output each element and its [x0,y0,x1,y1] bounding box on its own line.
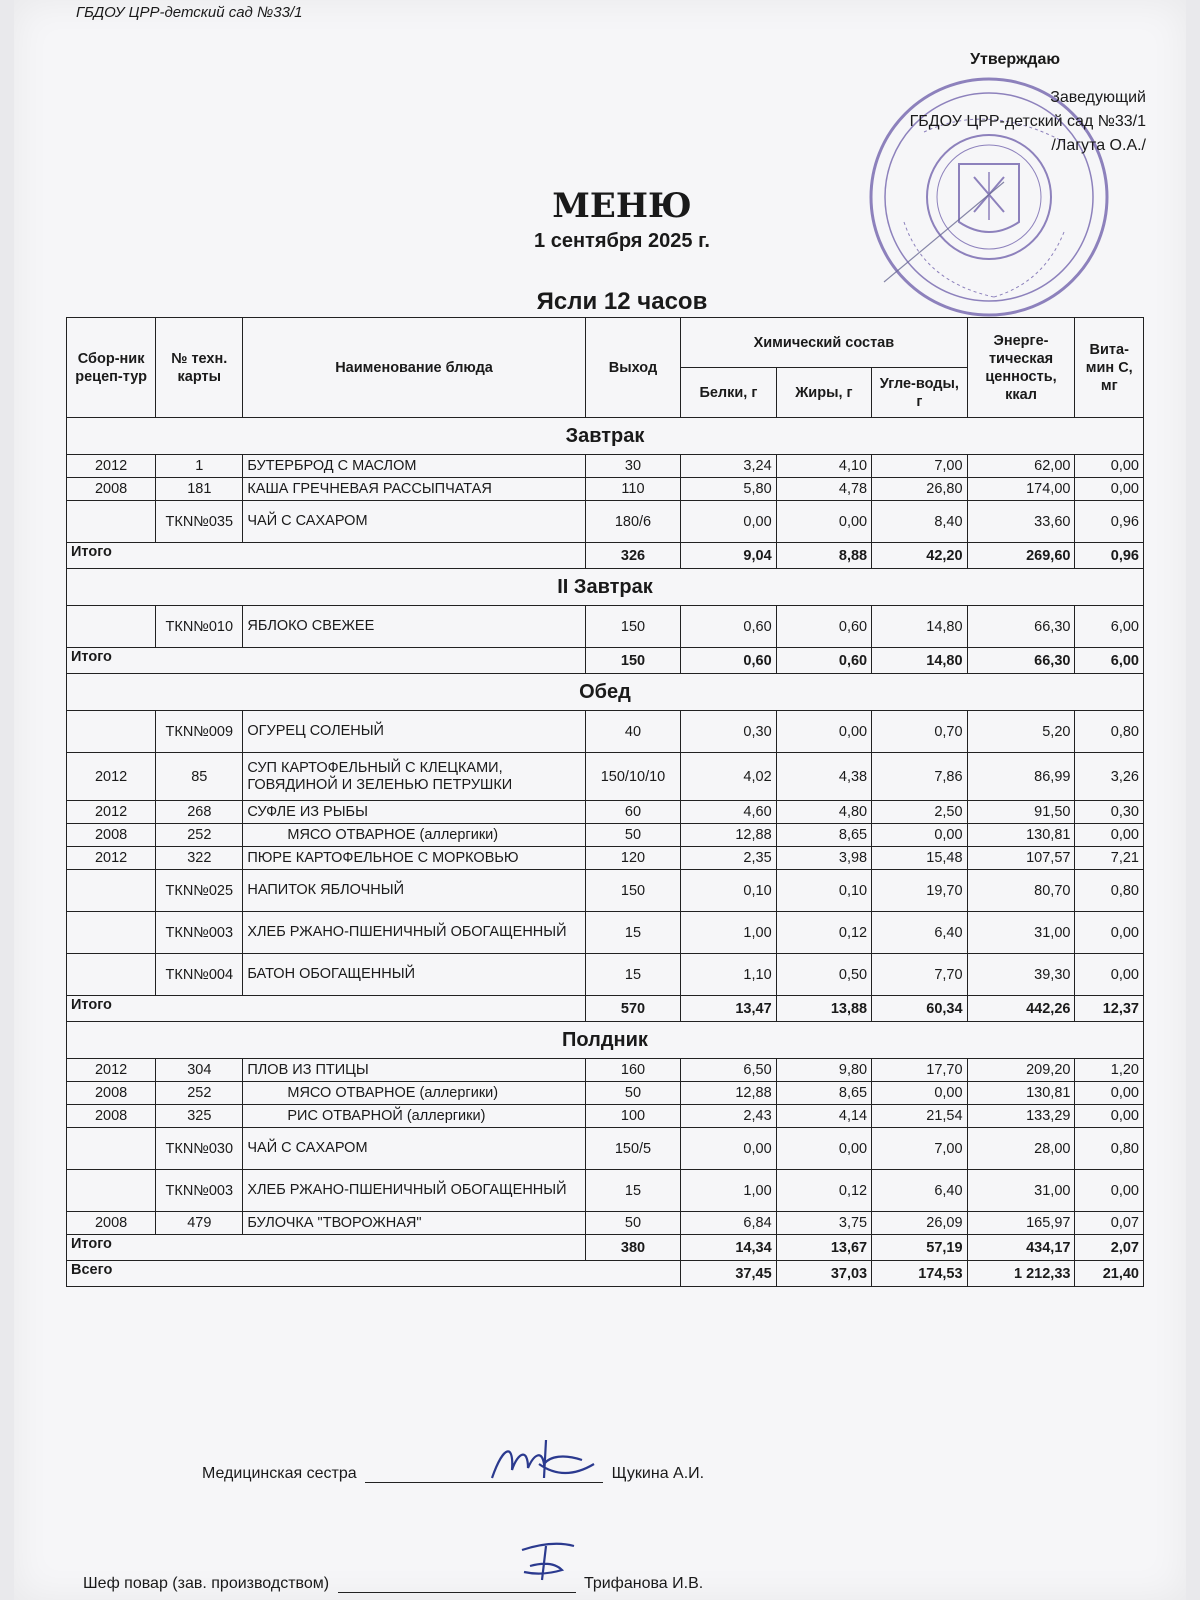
total-carbs: 57,19 [872,1235,967,1261]
grand-total-protein: 37,45 [681,1261,776,1287]
cell-sbornik: 2008 [67,1105,156,1128]
cell-sbornik [67,1128,156,1170]
cell-yield: 150 [585,870,680,912]
cell-yield: 150/10/10 [585,753,680,801]
cell-name: МЯСО ОТВАРНОЕ (аллергики) [243,824,585,847]
total-yield: 150 [585,648,680,674]
cell-carbs: 8,40 [872,501,967,543]
total-energy: 442,26 [967,996,1075,1022]
cell-tech: 252 [156,1082,243,1105]
table-row [67,1170,1144,1212]
cell-energy: 130,81 [967,1082,1075,1105]
cell-fat: 3,98 [776,847,871,870]
cell-tech: 268 [156,801,243,824]
cell-protein: 4,02 [681,753,776,801]
table-row [67,606,1144,648]
col-vitamin: Вита-мин С, мг [1075,318,1144,418]
section-header [67,674,1144,711]
cell-energy: 91,50 [967,801,1075,824]
cell-vitamin: 0,00 [1075,1105,1144,1128]
table-row [67,501,1144,543]
cell-protein: 0,00 [681,1128,776,1170]
cell-vitamin: 3,26 [1075,753,1144,801]
page-title: МЕНЮ [552,186,692,226]
cell-name: БАТОН ОБОГАЩЕННЫЙ [243,954,585,996]
section-title: Обед [67,674,1144,711]
signature-nurse [202,1464,704,1483]
section-header [67,418,1144,455]
cell-protein: 6,50 [681,1059,776,1082]
cell-tech: 1 [156,455,243,478]
cell-sbornik: 2008 [67,1082,156,1105]
cell-yield: 40 [585,711,680,753]
menu-body [67,418,1144,1287]
cell-energy: 209,20 [967,1059,1075,1082]
total-carbs: 60,34 [872,996,967,1022]
cell-vitamin: 0,00 [1075,912,1144,954]
total-row [67,996,1144,1022]
section-title: Полдник [67,1022,1144,1059]
cell-name: НАПИТОК ЯБЛОЧНЫЙ [243,870,585,912]
cell-vitamin: 0,00 [1075,824,1144,847]
table-row [67,1059,1144,1082]
cell-yield: 160 [585,1059,680,1082]
cell-energy: 39,30 [967,954,1075,996]
cell-fat: 0,00 [776,1128,871,1170]
cell-tech: 304 [156,1059,243,1082]
cell-name: МЯСО ОТВАРНОЕ (аллергики) [243,1082,585,1105]
cell-carbs: 21,54 [872,1105,967,1128]
cell-carbs: 7,00 [872,1128,967,1170]
cell-yield: 60 [585,801,680,824]
total-fat: 0,60 [776,648,871,674]
col-yield: Выход [585,318,680,418]
cell-sbornik [67,1170,156,1212]
table-row [67,711,1144,753]
cell-tech: 252 [156,824,243,847]
cell-sbornik: 2012 [67,847,156,870]
table-row [67,1082,1144,1105]
cell-energy: 133,29 [967,1105,1075,1128]
cell-vitamin: 0,80 [1075,711,1144,753]
cell-yield: 120 [585,847,680,870]
grand-total-carbs: 174,53 [872,1261,967,1287]
grand-total-label: Всего [67,1261,681,1287]
cell-vitamin: 0,00 [1075,1170,1144,1212]
cell-fat: 0,60 [776,606,871,648]
cell-tech: 181 [156,478,243,501]
cell-name: СУП КАРТОФЕЛЬНЫЙ С КЛЕЦКАМИ, ГОВЯДИНОЙ И ЗЕЛЕНЬЮ ПЕТРУШКИ [243,753,585,801]
cell-vitamin: 0,96 [1075,501,1144,543]
cell-yield: 50 [585,824,680,847]
total-yield: 570 [585,996,680,1022]
cell-sbornik [67,501,156,543]
cell-vitamin: 0,07 [1075,1212,1144,1235]
col-energy: Энерге-тическая ценность, ккал [967,318,1075,418]
cell-carbs: 26,80 [872,478,967,501]
cell-carbs: 6,40 [872,1170,967,1212]
cell-fat: 4,80 [776,801,871,824]
total-fat: 13,67 [776,1235,871,1261]
table-row [67,870,1144,912]
total-protein: 0,60 [681,648,776,674]
cell-sbornik: 2012 [67,753,156,801]
cell-carbs: 26,09 [872,1212,967,1235]
total-row [67,648,1144,674]
cell-fat: 0,00 [776,711,871,753]
table-row [67,1212,1144,1235]
menu-group: Ясли 12 часов [536,288,708,315]
approve-org: ГБДОУ ЦРР-детский сад №33/1 [909,113,1146,130]
total-row [67,543,1144,569]
section-title: Завтрак [67,418,1144,455]
cell-carbs: 19,70 [872,870,967,912]
total-vitamin: 2,07 [1075,1235,1144,1261]
cell-yield: 180/6 [585,501,680,543]
cell-tech: ТКN№025 [156,870,243,912]
cell-carbs: 7,70 [872,954,967,996]
approve-position: Заведующий [1050,89,1146,106]
cell-tech: ТКN№035 [156,501,243,543]
cell-fat: 0,00 [776,501,871,543]
col-sbornik: Сбор-ник рецеп-тур [67,318,156,418]
cell-yield: 15 [585,954,680,996]
cell-fat: 4,38 [776,753,871,801]
cell-protein: 2,35 [681,847,776,870]
cell-vitamin: 0,00 [1075,478,1144,501]
cell-fat: 0,50 [776,954,871,996]
approval-block [726,48,1146,158]
cell-vitamin: 7,21 [1075,847,1144,870]
cell-name: СУФЛЕ ИЗ РЫБЫ [243,801,585,824]
total-carbs: 42,20 [872,543,967,569]
cell-yield: 110 [585,478,680,501]
table-row [67,478,1144,501]
col-chem: Химический состав [681,318,967,368]
cell-carbs: 15,48 [872,847,967,870]
cell-energy: 165,97 [967,1212,1075,1235]
cell-protein: 1,10 [681,954,776,996]
signature-name: Трифанова И.В. [583,1575,704,1592]
total-fat: 13,88 [776,996,871,1022]
cell-sbornik [67,711,156,753]
cell-energy: 31,00 [967,1170,1075,1212]
cell-name: ОГУРЕЦ СОЛЕНЫЙ [243,711,585,753]
approve-name: /Лагута О.А./ [1051,137,1146,154]
cell-sbornik: 2012 [67,801,156,824]
col-fat: Жиры, г [776,368,871,418]
cell-tech: 325 [156,1105,243,1128]
signature-role: Шеф повар (зав. производством) [83,1575,330,1592]
section-header [67,1022,1144,1059]
signature-role: Медицинская сестра [202,1465,357,1482]
total-label: Итого [67,648,586,674]
cell-yield: 30 [585,455,680,478]
cell-fat: 0,10 [776,870,871,912]
cell-protein: 2,43 [681,1105,776,1128]
cell-carbs: 0,00 [872,1082,967,1105]
cell-sbornik: 2012 [67,1059,156,1082]
total-vitamin: 12,37 [1075,996,1144,1022]
col-tech: № техн. карты [156,318,243,418]
total-vitamin: 6,00 [1075,648,1144,674]
cell-sbornik: 2012 [67,455,156,478]
cell-sbornik [67,912,156,954]
table-row [67,912,1144,954]
cell-yield: 150 [585,606,680,648]
total-carbs: 14,80 [872,648,967,674]
col-name: Наименование блюда [243,318,585,418]
cell-protein: 1,00 [681,912,776,954]
cell-protein: 0,30 [681,711,776,753]
cell-name: РИС ОТВАРНОЙ (аллергики) [243,1105,585,1128]
total-vitamin: 0,96 [1075,543,1144,569]
col-carbs: Угле-воды, г [872,368,967,418]
cell-fat: 8,65 [776,824,871,847]
menu-table [66,317,1144,1287]
cell-fat: 0,12 [776,1170,871,1212]
cell-vitamin: 0,80 [1075,1128,1144,1170]
cell-vitamin: 0,30 [1075,801,1144,824]
section-header [67,569,1144,606]
cell-protein: 0,60 [681,606,776,648]
table-row [67,824,1144,847]
cell-protein: 0,10 [681,870,776,912]
cell-protein: 12,88 [681,824,776,847]
total-fat: 8,88 [776,543,871,569]
handwritten-signature-icon [512,1536,592,1588]
cell-energy: 33,60 [967,501,1075,543]
total-protein: 14,34 [681,1235,776,1261]
cell-sbornik [67,870,156,912]
cell-yield: 150/5 [585,1128,680,1170]
cell-fat: 9,80 [776,1059,871,1082]
cell-tech: 322 [156,847,243,870]
table-row [67,847,1144,870]
total-protein: 9,04 [681,543,776,569]
total-energy: 434,17 [967,1235,1075,1261]
cell-protein: 5,80 [681,478,776,501]
total-protein: 13,47 [681,996,776,1022]
cell-tech: ТКN№010 [156,606,243,648]
table-row [67,801,1144,824]
cell-vitamin: 0,00 [1075,455,1144,478]
grand-total-fat: 37,03 [776,1261,871,1287]
cell-tech: ТКN№004 [156,954,243,996]
cell-energy: 66,30 [967,606,1075,648]
approve-title: Утверждаю [970,51,1060,68]
table-row [67,455,1144,478]
cell-tech: ТКN№003 [156,1170,243,1212]
cell-carbs: 0,00 [872,824,967,847]
cell-tech: 479 [156,1212,243,1235]
cell-name: ЯБЛОКО СВЕЖЕЕ [243,606,585,648]
cell-energy: 31,00 [967,912,1075,954]
cell-yield: 15 [585,912,680,954]
organization-header: ГБДОУ ЦРР-детский сад №33/1 [76,4,303,21]
cell-energy: 107,57 [967,847,1075,870]
cell-vitamin: 0,00 [1075,954,1144,996]
cell-protein: 12,88 [681,1082,776,1105]
cell-protein: 6,84 [681,1212,776,1235]
cell-tech: ТКN№003 [156,912,243,954]
grand-total-row [67,1261,1144,1287]
cell-vitamin: 1,20 [1075,1059,1144,1082]
cell-fat: 4,78 [776,478,871,501]
cell-yield: 100 [585,1105,680,1128]
grand-total-vitamin: 21,40 [1075,1261,1144,1287]
total-label: Итого [67,996,586,1022]
cell-carbs: 17,70 [872,1059,967,1082]
cell-name: ХЛЕБ РЖАНО-ПШЕНИЧНЫЙ ОБОГАЩЕННЫЙ [243,912,585,954]
cell-energy: 130,81 [967,824,1075,847]
cell-protein: 1,00 [681,1170,776,1212]
cell-yield: 50 [585,1082,680,1105]
cell-name: ЧАЙ С САХАРОМ [243,501,585,543]
cell-sbornik: 2008 [67,824,156,847]
cell-name: ХЛЕБ РЖАНО-ПШЕНИЧНЫЙ ОБОГАЩЕННЫЙ [243,1170,585,1212]
cell-sbornik: 2008 [67,1212,156,1235]
total-energy: 66,30 [967,648,1075,674]
cell-fat: 0,12 [776,912,871,954]
cell-carbs: 7,86 [872,753,967,801]
cell-name: ПЮРЕ КАРТОФЕЛЬНОЕ С МОРКОВЬЮ [243,847,585,870]
cell-carbs: 6,40 [872,912,967,954]
cell-tech: 85 [156,753,243,801]
cell-name: КАША ГРЕЧНЕВАЯ РАССЫПЧАТАЯ [243,478,585,501]
cell-fat: 8,65 [776,1082,871,1105]
signature-chef [83,1574,703,1593]
menu-sheet [14,0,1186,1600]
cell-energy: 28,00 [967,1128,1075,1170]
cell-protein: 3,24 [681,455,776,478]
total-yield: 326 [585,543,680,569]
menu-date: 1 сентября 2025 г. [534,230,710,252]
cell-name: БУТЕРБРОД С МАСЛОМ [243,455,585,478]
cell-sbornik [67,606,156,648]
table-row [67,1105,1144,1128]
table-row [67,954,1144,996]
cell-carbs: 14,80 [872,606,967,648]
cell-vitamin: 6,00 [1075,606,1144,648]
cell-energy: 174,00 [967,478,1075,501]
cell-fat: 4,10 [776,455,871,478]
handwritten-signature-icon [484,1434,604,1490]
cell-carbs: 2,50 [872,801,967,824]
cell-name: БУЛОЧКА "ТВОРОЖНАЯ" [243,1212,585,1235]
cell-sbornik [67,954,156,996]
cell-name: ПЛОВ ИЗ ПТИЦЫ [243,1059,585,1082]
cell-energy: 5,20 [967,711,1075,753]
grand-total-energy: 1 212,33 [967,1261,1075,1287]
cell-carbs: 7,00 [872,455,967,478]
table-row [67,753,1144,801]
cell-energy: 80,70 [967,870,1075,912]
cell-energy: 86,99 [967,753,1075,801]
total-label: Итого [67,543,586,569]
table-row [67,1128,1144,1170]
cell-carbs: 0,70 [872,711,967,753]
col-protein: Белки, г [681,368,776,418]
cell-protein: 0,00 [681,501,776,543]
cell-tech: ТКN№030 [156,1128,243,1170]
cell-yield: 15 [585,1170,680,1212]
cell-sbornik: 2008 [67,478,156,501]
total-yield: 380 [585,1235,680,1261]
cell-tech: ТКN№009 [156,711,243,753]
total-energy: 269,60 [967,543,1075,569]
cell-vitamin: 0,00 [1075,1082,1144,1105]
cell-fat: 4,14 [776,1105,871,1128]
cell-energy: 62,00 [967,455,1075,478]
cell-fat: 3,75 [776,1212,871,1235]
total-row [67,1235,1144,1261]
total-label: Итого [67,1235,586,1261]
cell-name: ЧАЙ С САХАРОМ [243,1128,585,1170]
cell-vitamin: 0,80 [1075,870,1144,912]
cell-protein: 4,60 [681,801,776,824]
signature-name: Щукина А.И. [611,1465,705,1482]
cell-yield: 50 [585,1212,680,1235]
section-title: II Завтрак [67,569,1144,606]
